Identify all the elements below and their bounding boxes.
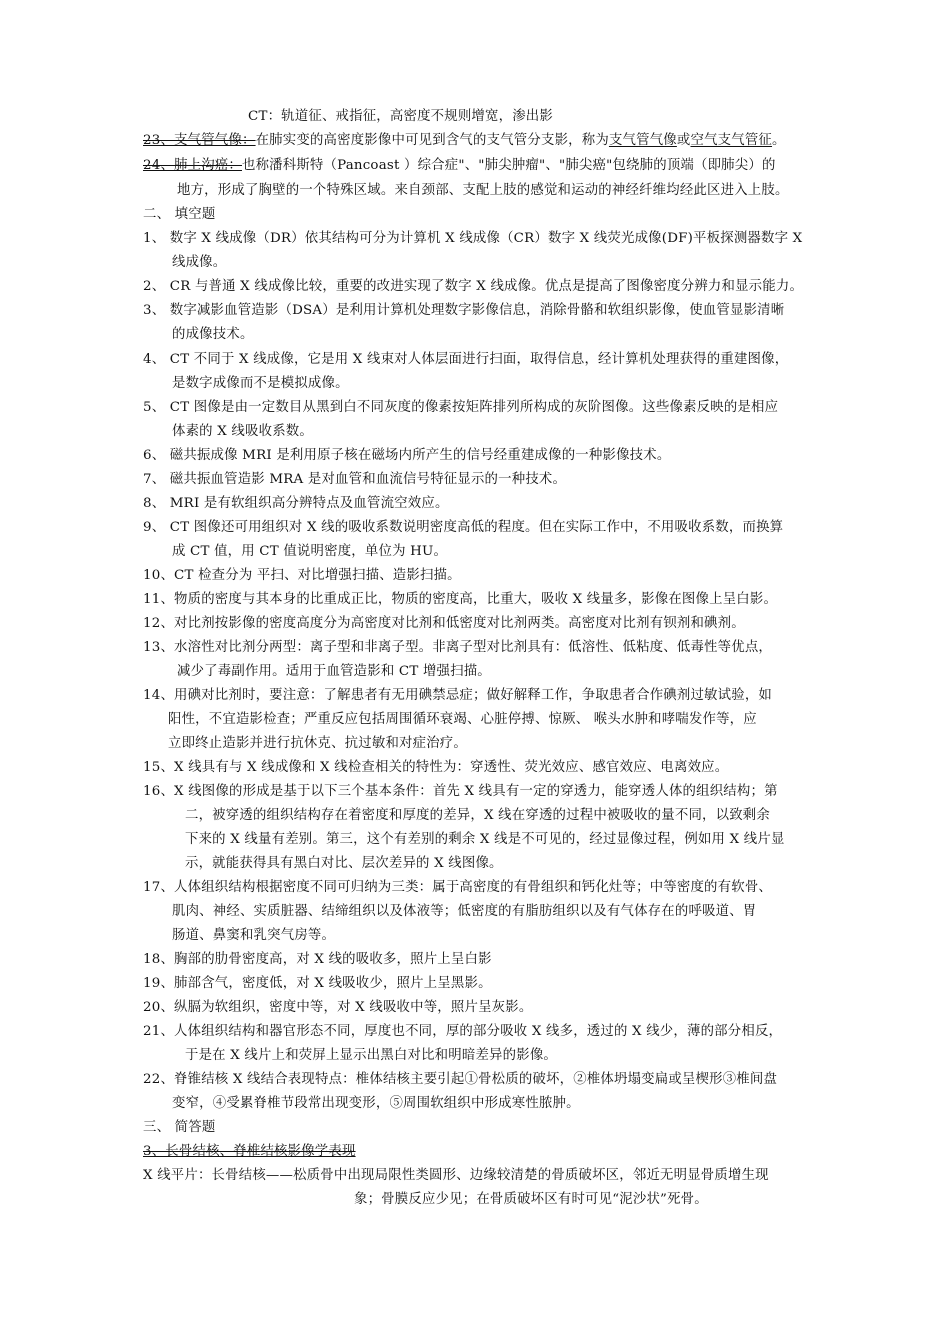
fill-line: 10、CT 检查分为 平扫、对比增强扫描、造影扫描。 — [143, 568, 461, 583]
fill-line: 20、纵膈为软组织，密度中等，对 X 线吸收中等，照片呈灰影。 — [143, 1000, 533, 1015]
definition-24: 24、肺上沟癌：也称潘科斯特（Pancoast ）综合症"、"肺尖肿瘤"、"肺尖癌"包绕肺的顶端（即肺尖）的 — [143, 158, 776, 173]
fill-line: 11、物质的密度与其本身的比重成正比，物质的密度高，比重大，吸收 X 线量多，影像在图像上呈白影。 — [143, 592, 778, 607]
fill-line: 19、肺部含气，密度低，对 X 线吸收少，照片上呈黑影。 — [143, 976, 492, 991]
ct-signs-line: CT：轨道征、戒指征，高密度不规则增宽，渗出影 — [248, 109, 553, 124]
fill-line: 示，就能获得具有黑白对比、层次差异的 X 线图像。 — [185, 856, 503, 871]
fill-line: 变窄，④受累脊椎节段常出现变形，⑤周围软组织中形成寒性脓肿。 — [172, 1096, 580, 1111]
fill-line: 2、 CR 与普通 X 线成像比较，重要的改进实现了数字 X 线成像。优点是提高了图像密度分辨力和显示能力。 — [143, 279, 804, 294]
fill-line: 7、 磁共振血管造影 MRA 是对血管和血流信号特征显示的一种技术。 — [143, 472, 567, 487]
fill-line: 9、 CT 图像还可用组织对 X 线的吸收系数说明密度高低的程度。但在实际工作中，不用吸收系数，而换算 — [143, 520, 784, 535]
fill-line: 17、人体组织结构根据密度不同可归纳为三类：属于高密度的有骨组织和钙化灶等；中等密度的有软骨、 — [143, 880, 773, 895]
question-3-title: 3、长骨结核、脊椎结核影像学表现 — [143, 1144, 356, 1159]
fill-line: 于是在 X 线片上和荧屏上显示出黑白对比和明暗差异的影像。 — [185, 1048, 558, 1063]
fill-line: 1、 数字 X 线成像（DR）依其结构可分为计算机 X 线成像（CR）数字 X 线荧光成像(DF)平板探测器数字 X — [143, 231, 803, 246]
fill-line: 二，被穿透的组织结构存在着密度和厚度的差异，X 线在穿透的过程中被吸收的量不同，以致剩余 — [185, 808, 770, 823]
fill-line: 体素的 X 线吸收系数。 — [172, 424, 313, 439]
section-2-heading: 二、 填空题 — [143, 207, 216, 222]
fill-line: 下来的 X 线量有差别。第三，这个有差别的剩余 X 线是不可见的，经过显像过程，例如用 X 线片显 — [185, 832, 785, 847]
term-pancoast: 24、肺上沟癌： — [143, 158, 242, 173]
fill-line: 减少了毒副作用。适用于血管造影和 CT 增强扫描。 — [177, 664, 491, 679]
fill-line: 14、用碘对比剂时，要注意：了解患者有无用碘禁忌症；做好解释工作，争取患者合作碘剂过敏试验，如 — [143, 688, 773, 703]
fill-line: 12、对比剂按影像的密度高度分为高密度对比剂和低密度对比剂两类。高密度对比剂有钡剂和碘剂。 — [143, 616, 745, 631]
fill-line: 成 CT 值，用 CT 值说明密度，单位为 HU。 — [172, 544, 448, 559]
fill-line: 3、 数字减影血管造影（DSA）是利用计算机处理数字影像信息，消除骨骼和软组织影像，使血管显影清晰 — [143, 303, 785, 318]
fill-line: 肌肉、神经、实质脏器、结缔组织以及体液等；低密度的有脂肪组织以及有气体存在的呼吸道、胃 — [172, 904, 757, 919]
fill-line: 8、 MRI 是有软组织高分辨特点及血管流空效应。 — [143, 496, 449, 511]
fill-line: 肠道、鼻窦和乳突气房等。 — [172, 928, 336, 943]
fill-line: 线成像。 — [172, 255, 227, 270]
answer-line: X 线平片：长骨结核——松质骨中出现局限性类圆形、边缘较清楚的骨质破坏区，邻近无明显骨质增生现 — [143, 1168, 769, 1183]
fill-line: 立即终止造影并进行抗休克、抗过敏和对症治疗。 — [168, 736, 467, 751]
fill-line: 是数字成像而不是模拟成像。 — [172, 376, 349, 391]
fill-line: 13、水溶性对比剂分两型：离子型和非离子型。非离子型对比剂具有：低溶性、低粘度、低毒性等优点， — [143, 640, 773, 655]
fill-line: 18、胸部的肋骨密度高，对 X 线的吸收多，照片上呈白影 — [143, 952, 492, 967]
fill-line: 的成像技术。 — [172, 327, 254, 342]
fill-line: 4、 CT 不同于 X 线成像，它是用 X 线束对人体层面进行扫面，取得信息，经计算机处理获得的重建图像， — [143, 352, 789, 367]
fill-line: 5、 CT 图像是由一定数目从黑到白不同灰度的像素按矩阵排列所构成的灰阶图像。这些像素反映的是相应 — [143, 400, 779, 415]
answer-line: 象；骨膜反应少见；在骨质破坏区有时可见“泥沙状”死骨。 — [354, 1192, 708, 1207]
fill-line: 阳性，不宜造影检查；严重反应包括周围循环衰竭、心脏停搏、惊厥、 喉头水肿和哮喘发作等，应 — [168, 712, 757, 727]
term-air-bronchogram: 23、支气管气像： — [143, 133, 256, 148]
fill-line: 16、X 线图像的形成是基于以下三个基本条件：首先 X 线具有一定的穿透力，能穿透人体的组织结构；第 — [143, 784, 778, 799]
fill-line: 21、人体组织结构和器官形态不同，厚度也不同，厚的部分吸收 X 线多，透过的 X 线少，薄的部分相反， — [143, 1024, 783, 1039]
fill-line: 15、X 线具有与 X 线成像和 X 线检查相关的特性为：穿透性、荧光效应、感官效应、电离效应。 — [143, 760, 729, 775]
definition-24-cont: 地方，形成了胸壁的一个特殊区域。来自颈部、支配上肢的感觉和运动的神经纤维均经此区进入上肢。 — [177, 183, 789, 198]
fill-line: 6、 磁共振成像 MRI 是利用原子核在磁场内所产生的信号经重建成像的一种影像技术。 — [143, 448, 671, 463]
definition-23: 23、支气管气像：在肺实变的高密度影像中可见到含气的支气管分支影，称为支气管气像或空气支气管征。 — [143, 133, 786, 148]
section-3-heading: 三、 简答题 — [143, 1120, 216, 1135]
fill-line: 22、脊锥结核 X 线结合表现特点：椎体结核主要引起①骨松质的破坏，②椎体坍塌变扁或呈楔形③椎间盘 — [143, 1072, 778, 1087]
